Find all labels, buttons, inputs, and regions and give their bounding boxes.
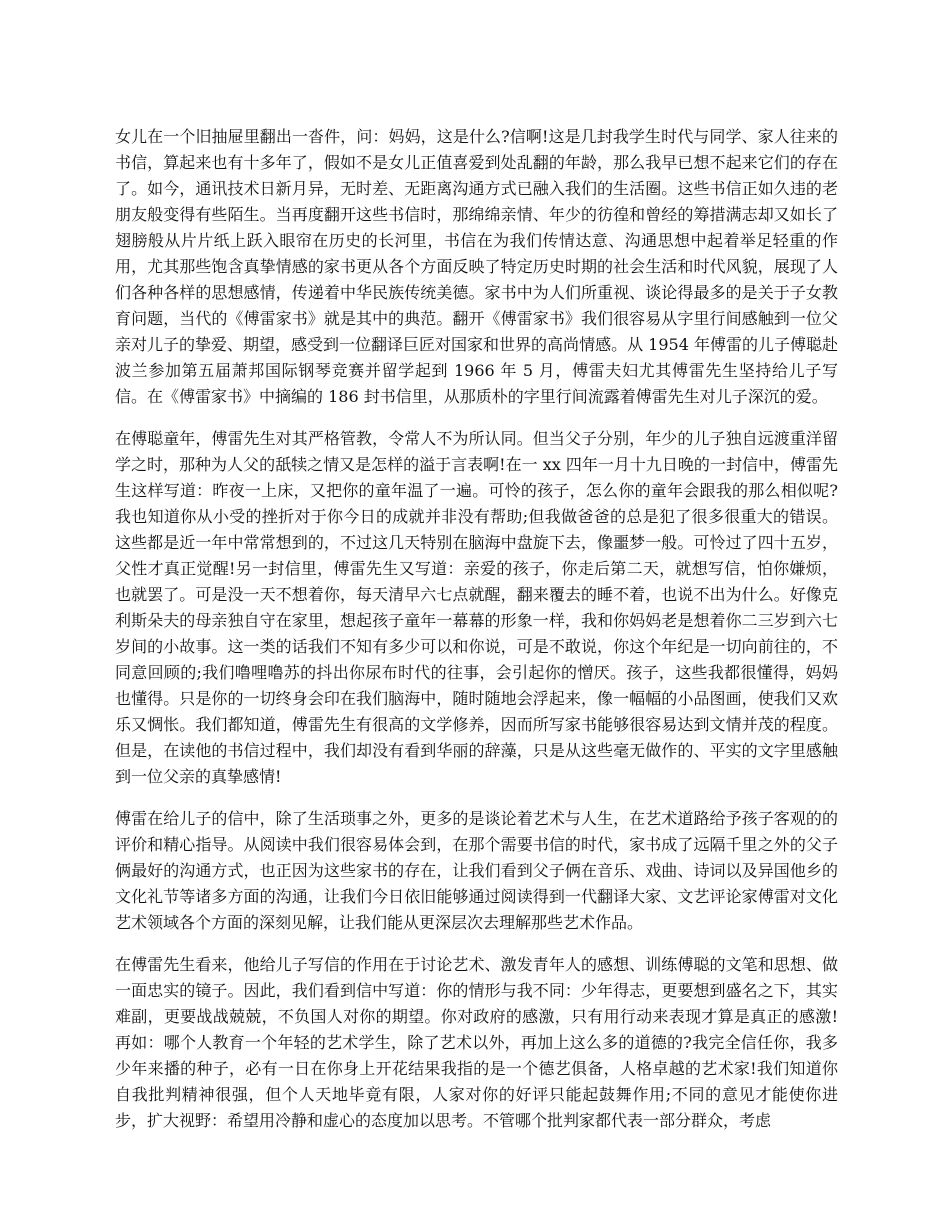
paragraph-1: 女儿在一个旧抽屉里翻出一沓件，问：妈妈，这是什么?信啊!这是几封我学生时代与同学、家人往来的书信，算起来也有十多年了，假如不是女儿正值喜爱到处乱翻的年龄，那么我早已想不起来它们的存在了。如今，通讯技术日新月异，无时差、无距离沟通方式已融入我们的生活圈。这些书信正如久违的老朋友般变得有些陌生。当再度翻开这些书信时，那绵绵亲情、年少的彷徨和曾经的筹措满志却又如长了翅膀般从片片纸上跃入眼帘在历史的长河里，书信在为我们传情达意、沟通思想中起着举足轻重的作用，尤其那些饱含真挚情感的家书更从各个方面反映了特定历史时期的社会生活和时代风貌，展现了人们各种各样的思想感情，传递着中华民族传统美德。家书中为人们所重视、谈论得最多的是关于子女教育问题，当代的《傅雷家书》就是其中的典范。翻开《傅雷家书》我们很容易从字里行间感触到一位父亲对儿子的挚爱、期望，感受到一位翻译巨匠对国家和世界的高尚情感。从 1954 年傅雷的儿子傅聪赴波兰参加第五届萧邦国际钢琴竞赛并留学起到 1966 年 5 月，傅雷夫妇尤其傅雷先生坚持给儿子写信。在《傅雷家书》中摘编的 186 封书信里，从那质朴的字里行间流露着傅雷先生对儿子深沉的爱。 (115, 127, 838, 406)
paragraph-4: 在傅雷先生看来，他给儿子写信的作用在于讨论艺术、激发青年人的感想、训练傅聪的文笔和思想、做一面忠实的镜子。因此，我们看到信中写道：你的情形与我不同：少年得志，更要想到盛名之下，其实难副，更要战战兢兢，不负国人对你的期望。你对政府的感激，只有用行动来表现才算是真正的感激!再如：哪个人教育一个年轻的艺术学生，除了艺术以外，再加上这么多的道德的?我完全信任你，我多少年来播的种子，必有一日在你身上开花结果我指的是一个德艺俱备，人格卓越的艺术家!我们知道你自我批判精神很强，但个人天地毕竟有限，人家对你的好评只能起鼓舞作用;不同的意见才能使你进步，扩大视野：希望用冷静和虚心的态度加以思考。不管哪个批判家都代表一部分群众，考虑 (115, 955, 838, 1130)
document-body (115, 124, 838, 1150)
paragraph-2: 在傅聪童年，傅雷先生对其严格管教，令常人不为所认同。但当父子分别，年少的儿子独自远渡重洋留学之时，那种为人父的舐犊之情又是怎样的溢于言表啊!在一 xx 四年一月十九日晚的一封信中，傅雷先生这样写道：昨夜一上床，又把你的童年温了一遍。可怜的孩子，怎么你的童年会跟我的那么相似呢?我也知道你从小受的挫折对于你今日的成就并非没有帮助;但我做爸爸的总是犯了很多很重大的错误。这些都是近一年中常常想到的，不过这几天特别在脑海中盘旋下去，像噩梦一般。可怜过了四十五岁，父性才真正觉醒!另一封信里，傅雷先生又写道：亲爱的孩子，你走后第二天，就想写信，怕你嫌烦，也就罢了。可是没一天不想着你，每天清早六七点就醒，翻来覆去的睡不着，也说不出为什么。好像克利斯朵夫的母亲独自守在家里，想起孩子童年一幕幕的形象一样，我和你妈妈老是想着你二三岁到六七岁间的小故事。这一类的话我们不知有多少可以和你说，可是不敢说，你这个年纪是一切向前往的，不同意回顾的;我们噜哩噜苏的抖出你尿布时代的往事，会引起你的憎厌。孩子，这些我都很懂得，妈妈也懂得。只是你的一切终身会印在我们脑海中，随时随地会浮起来，像一幅幅的小品图画，使我们又欢乐又惆怅。我们都知道，傅雷先生有很高的文学修养，因而所写家书能够很容易达到文情并茂的程度。但是，在读他的书信过程中，我们却没有看到华丽的辞藻，只是从这些毫无做作的、平实的文字里感触到一位父亲的真挚感情! (115, 429, 838, 786)
paragraph-3: 傅雷在给儿子的信中，除了生活琐事之外，更多的是谈论着艺术与人生，在艺术道路给予孩子客观的的评价和精心指导。从阅读中我们很容易体会到，在那个需要书信的时代，家书成了远隔千里之外的父子俩最好的沟通方式，也正因为这些家书的存在，让我们看到父子俩在音乐、戏曲、诗词以及异国他乡的文化礼节等诸多方面的沟通，让我们今日依旧能够通过阅读得到一代翻译大家、文艺评论家傅雷对文化艺术领域各个方面的深刻见解，让我们能从更深层次去理解那些艺术作品。 (115, 809, 838, 932)
